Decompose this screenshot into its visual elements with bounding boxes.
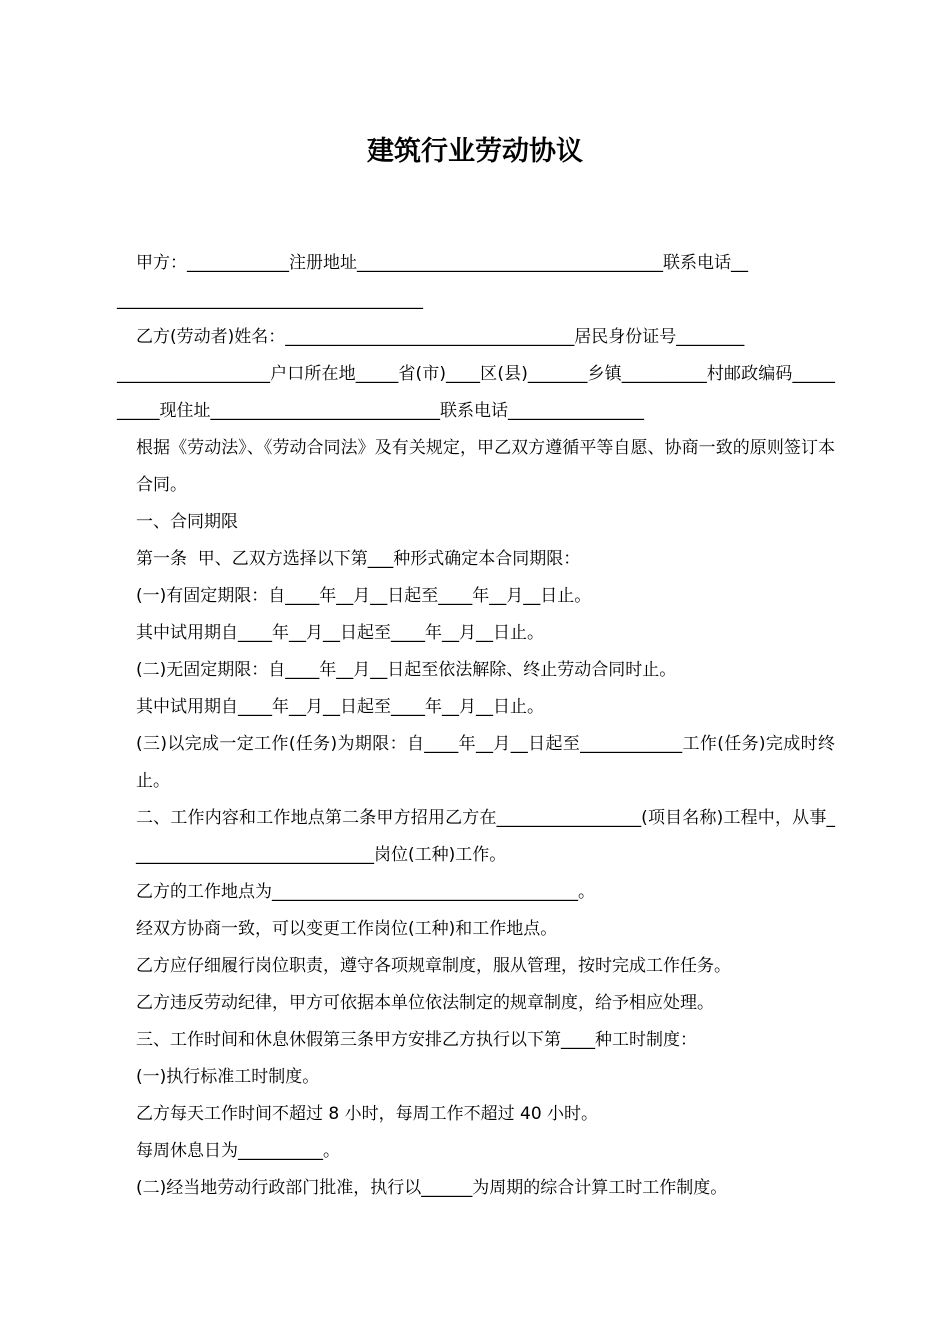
paragraph: (二)经当地劳动行政部门批准，执行以______为周期的综合计算工时工作制度。 (136, 1178, 728, 1198)
paragraph: ____________________________________ (117, 290, 423, 310)
paragraph: (一)执行标准工时制度。 (136, 1067, 320, 1087)
paragraph: 根据《劳动法》、《劳动合同法》及有关规定，甲乙双方遵循平等自愿、协商一致的原则签订本合同。 (136, 438, 835, 495)
paragraph: 乙方违反劳动纪律，甲方可依据本单位依法制定的规章制度，给予相应处理。 (136, 993, 714, 1013)
paragraph: 甲方：____________注册地址____________________________________联系电话__ (136, 253, 748, 273)
document-body (117, 245, 835, 1207)
paragraph: 乙方应仔细履行岗位职责，遵守各项规章制度，服从管理，按时完成工作任务。 (136, 956, 731, 976)
paragraph: 三、工作时间和休息休假第三条甲方安排乙方执行以下第____种工时制度： (136, 1030, 697, 1050)
paragraph: 每周休息日为__________。 (136, 1141, 340, 1161)
paragraph: 一、合同期限 (136, 512, 238, 532)
paragraph: 二、工作内容和工作地点第二条甲方招用乙方在_________________(项目名称)工程中，从事_____________________________岗位(工种)工作。 (136, 808, 835, 865)
paragraph: 乙方(劳动者)姓名：__________________________________居民身份证号________ (136, 327, 745, 347)
paragraph: (三)以完成一定工作(任务)为期限：自____年__月__日起至____________工作(任务)完成时终止。 (136, 734, 835, 791)
paragraph: __________________户口所在地_____省(市)____区(县)_______乡镇__________村邮政编码__________现住址___________________________联系电话________________ (117, 364, 835, 421)
document-title: 建筑行业劳动协议 (367, 136, 583, 167)
paragraph: 乙方的工作地点为____________________________________。 (136, 882, 595, 902)
paragraph: 第一条 甲、乙双方选择以下第___种形式确定本合同期限： (136, 549, 581, 569)
paragraph: (二)无固定期限：自____年__月__日起至依法解除、终止劳动合同时止。 (136, 660, 677, 680)
paragraph: 经双方协商一致，可以变更工作岗位(工种)和工作地点。 (136, 919, 558, 939)
paragraph: 其中试用期自____年__月__日起至____年__月__日止。 (136, 697, 544, 717)
paragraph: 其中试用期自____年__月__日起至____年__月__日止。 (136, 623, 544, 643)
paragraph: (一)有固定期限：自____年__月__日起至____年__月__日止。 (136, 586, 592, 606)
paragraph: 乙方每天工作时间不超过 8 小时，每周工作不超过 40 小时。 (136, 1104, 599, 1124)
